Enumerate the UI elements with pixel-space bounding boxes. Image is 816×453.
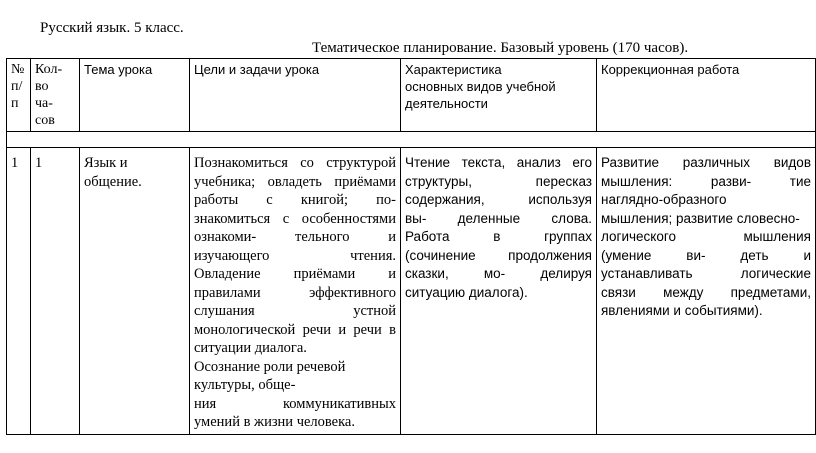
goals-line: Познакомиться со структурой (194, 155, 396, 171)
cell-correction (597, 148, 816, 435)
goals-line: правилами эффективного (194, 284, 396, 301)
table-header-row (7, 59, 816, 132)
planning-table (6, 58, 816, 435)
header-hours (31, 59, 80, 132)
cell-activity (401, 148, 597, 435)
activity-line: содержания, используя (405, 192, 592, 207)
correction-line: мышления; развитие словесно- (601, 210, 800, 226)
header-correction-line: Коррекционная работа (601, 62, 740, 77)
header-hours-line: ча- (35, 96, 53, 111)
document-title: Русский язык. 5 класс. (40, 20, 184, 36)
document-subtitle: Тематическое планирование. Базовый уровень (170 часов). (312, 40, 689, 56)
activity-line: сказки, мо- делируя (405, 266, 592, 281)
cell-goals (190, 148, 401, 435)
goals-line: ознакоми- тельного и (194, 229, 396, 245)
spacer-cell (7, 132, 816, 148)
correction-line: явлениями и событиями). (601, 303, 763, 318)
header-activity (401, 59, 597, 132)
goals-line: культуры, обще- (194, 377, 296, 393)
goals-line: Овладение приёмами и (194, 266, 396, 282)
goals-line: ситуации диалога. (194, 340, 307, 356)
header-hours-line: Кол- (35, 62, 63, 77)
goals-line: монологической речи и речи в (194, 321, 396, 338)
goals-line: учебника; овладеть приёмами (194, 173, 396, 190)
correction-line: (умение ви- деть и (601, 247, 811, 263)
header-activity-line: основных видов учебной (405, 79, 556, 94)
goals-line: умений в жизни человека. (194, 414, 355, 430)
header-goals-line: Цели и задачи урока (194, 62, 320, 77)
activity-line: (сочинение продолжения (405, 247, 592, 263)
table-spacer-row (7, 132, 816, 148)
goals-line: работы с книгой; по- (194, 192, 396, 208)
activity-line: Чтение текста, анализ его (405, 155, 592, 170)
cell-hours: 1 (31, 148, 80, 435)
correction-line: связи между предметами, (601, 284, 811, 300)
header-activity-line: Характеристика (405, 62, 502, 77)
correction-line: Развитие различных видов (601, 155, 811, 170)
activity-line: ситуацию диалога). (405, 284, 528, 300)
cell-number: 1 (7, 148, 31, 435)
header-correction (597, 59, 816, 132)
correction-line: наглядно-образного (601, 192, 727, 207)
header-hours-line: во (35, 79, 49, 94)
goals-line: Осознание роли речевой (194, 358, 346, 375)
goals-line: знакомиться с особенностями (194, 210, 396, 227)
goals-line: ния коммуникативных (194, 395, 396, 412)
activity-line: структуры, пересказ (405, 173, 592, 189)
correction-line: логического мышления (601, 229, 811, 244)
topic-line: Язык и (84, 155, 128, 171)
table-row (7, 148, 816, 435)
correction-line: устанавливать логические (601, 266, 811, 281)
goals-line: слушания устной (194, 303, 396, 319)
header-goals (190, 59, 401, 132)
activity-line: Работа в группах (405, 229, 592, 244)
header-hours-line: сов (35, 113, 55, 128)
goals-line: изучающего чтения. (194, 247, 396, 264)
header-number-line: п/п (11, 79, 23, 111)
cell-topic (80, 148, 190, 435)
header-topic (80, 59, 190, 132)
header-topic-line: Тема урока (84, 62, 153, 77)
header-number (7, 59, 31, 132)
activity-line: вы- деленные слова. (405, 210, 592, 226)
correction-line: мышления: разви- тие (601, 173, 811, 189)
header-activity-line: деятельности (405, 96, 488, 111)
topic-line: общение. (84, 173, 142, 190)
header-number-line: № (11, 62, 25, 77)
